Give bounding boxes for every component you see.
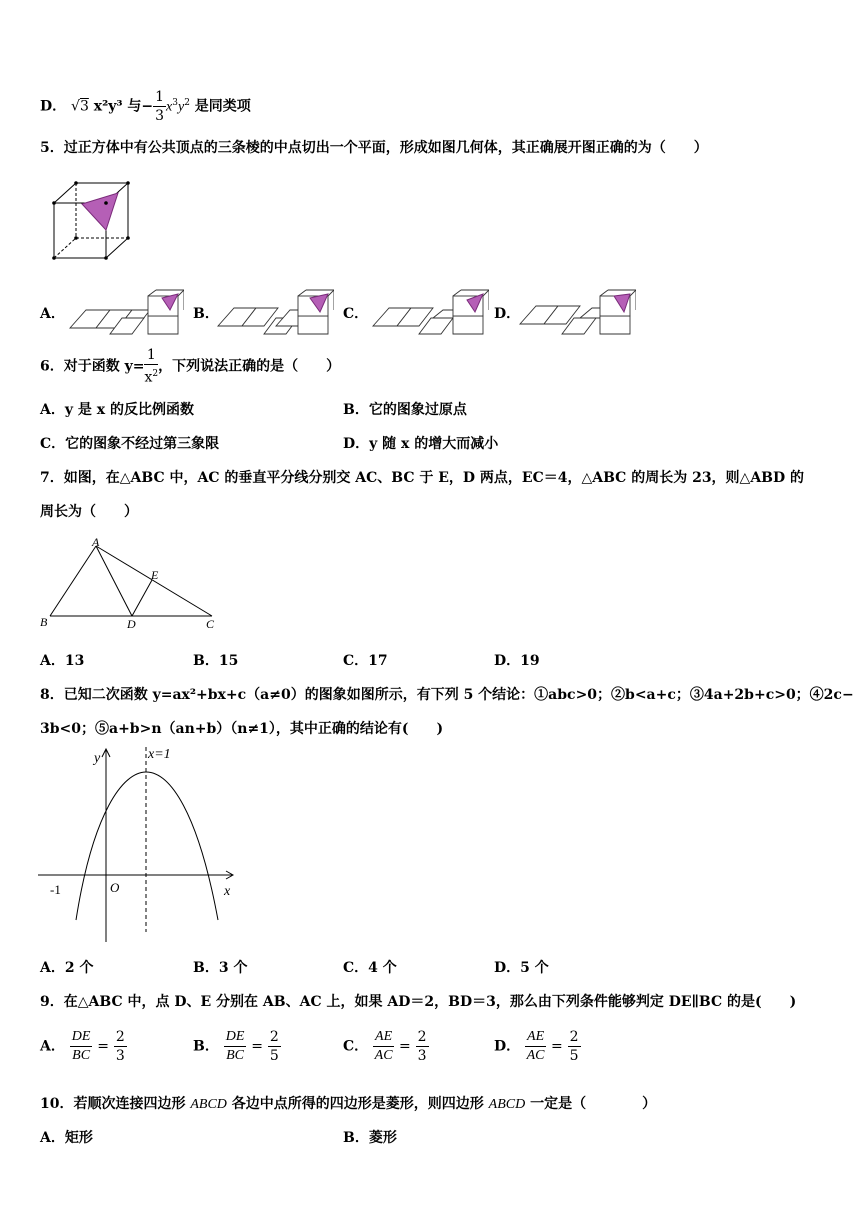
q6-option-d: D．y 随 x 的增大而减小 bbox=[343, 436, 499, 452]
y-axis-label: y bbox=[94, 751, 101, 766]
q7-triangle-figure bbox=[40, 534, 220, 634]
q6-option-b: B．它的图象过原点 bbox=[343, 402, 467, 418]
q6-option-a: A．y 是 x 的反比例函数 bbox=[40, 402, 194, 418]
q4-option-d: D． √3 x²y³ 与− $\frac{1}{3}$ $x^3y^2$ 是同类项 bbox=[40, 89, 251, 124]
origin-label: O bbox=[110, 880, 120, 895]
fraction-right: $\frac{2}{3}$ bbox=[115, 1029, 125, 1064]
label-c: C bbox=[206, 617, 215, 631]
term: x²y³ 与− bbox=[93, 98, 154, 115]
label-d: D bbox=[127, 617, 136, 631]
q6-stem: 6．对于函数 y= $\frac{1}{x^2}$ ，下列说法正确的是（ ） bbox=[40, 347, 341, 386]
q8-stem-line2: 3b<0；⑤a+b>n（an+b）（n≠1），其中正确的结论有( ) bbox=[40, 721, 444, 737]
q5-option-a-label: A． bbox=[40, 306, 65, 322]
label-b: B bbox=[40, 615, 48, 629]
tail-text: 是同类项 bbox=[194, 98, 251, 115]
x-axis-label: x bbox=[224, 884, 231, 899]
q9-option-c: C． $\frac{AE}{AC}$ = $\frac{2}{3}$ bbox=[343, 1029, 427, 1064]
q5-option-d-label: D． bbox=[494, 306, 521, 322]
q8-stem-line1: 8．已知二次函数 y=ax²+bx+c（a≠0）的图象如图所示，有下列 5 个结论：①abc>0；②b<a+c；③4a+2b+c>0；④2c− bbox=[40, 687, 854, 703]
q9-option-b: B． $\frac{DE}{BC}$ = $\frac{2}{5}$ bbox=[193, 1029, 279, 1064]
q9-option-d: D． $\frac{AE}{AC}$ = $\frac{2}{5}$ bbox=[494, 1029, 579, 1064]
sqrt: √3 bbox=[71, 98, 89, 115]
q9-stem: 9．在△ABC 中，点 D、E 分别在 AB、AC 上，如果 AD＝2，BD＝3，那么由下列条件能够判定 DE∥BC 的是( ) bbox=[40, 994, 797, 1010]
q5-cube-figure bbox=[44, 178, 136, 264]
neg-one-label: -1 bbox=[50, 882, 61, 897]
fraction: $\frac{1}{x^2}$ bbox=[144, 347, 159, 386]
q8-parabola-figure bbox=[38, 742, 248, 947]
q5-net-a bbox=[66, 288, 184, 336]
option-label: D． bbox=[40, 98, 67, 115]
axis-of-symmetry-label: x=1 bbox=[148, 747, 171, 762]
q7-stem-line2: 周长为（ ） bbox=[40, 504, 138, 520]
q5-option-b-label: B． bbox=[193, 306, 219, 322]
label-a: A bbox=[92, 535, 100, 549]
q7-option-a: A．13 bbox=[40, 653, 85, 669]
q5-option-c-label: C． bbox=[343, 306, 369, 322]
label-e: E bbox=[151, 568, 159, 582]
q10-option-a: A．矩形 bbox=[40, 1130, 93, 1146]
q5-net-c bbox=[371, 288, 489, 336]
q8-option-a: A．2 个 bbox=[40, 960, 94, 976]
q5-net-d bbox=[518, 288, 636, 336]
fraction: $\frac{1}{3}$ bbox=[155, 89, 165, 124]
q10-option-b: B．菱形 bbox=[343, 1130, 397, 1146]
q5-net-b bbox=[216, 288, 334, 336]
q9-option-a: A． $\frac{DE}{BC}$ = $\frac{2}{3}$ bbox=[40, 1029, 125, 1064]
q7-option-b: B．15 bbox=[193, 653, 239, 669]
q10-stem: 10．若顺次连接四边形 ABCD 各边中点所得的四边形是菱形，则四边形 ABCD 一定是（ ） bbox=[40, 1096, 657, 1112]
q7-option-d: D．19 bbox=[494, 653, 540, 669]
q5-stem: 5．过正方体中有公共顶点的三条棱的中点切出一个平面，形成如图几何体，其正确展开图正确的为（ ） bbox=[40, 140, 708, 156]
q7-stem-line1: 7．如图，在△ABC 中，AC 的垂直平分线分别交 AC、BC 于 E，D 两点，EC＝4，△ABC 的周长为 23，则△ABD 的 bbox=[40, 470, 805, 486]
q7-option-c: C．17 bbox=[343, 653, 388, 669]
q6-option-c: C．它的图象不经过第三象限 bbox=[40, 436, 220, 452]
q8-option-d: D．5 个 bbox=[494, 960, 549, 976]
q8-option-c: C．4 个 bbox=[343, 960, 397, 976]
q8-option-b: B．3 个 bbox=[193, 960, 248, 976]
fraction-left: $\frac{DE}{BC}$ bbox=[71, 1029, 91, 1063]
